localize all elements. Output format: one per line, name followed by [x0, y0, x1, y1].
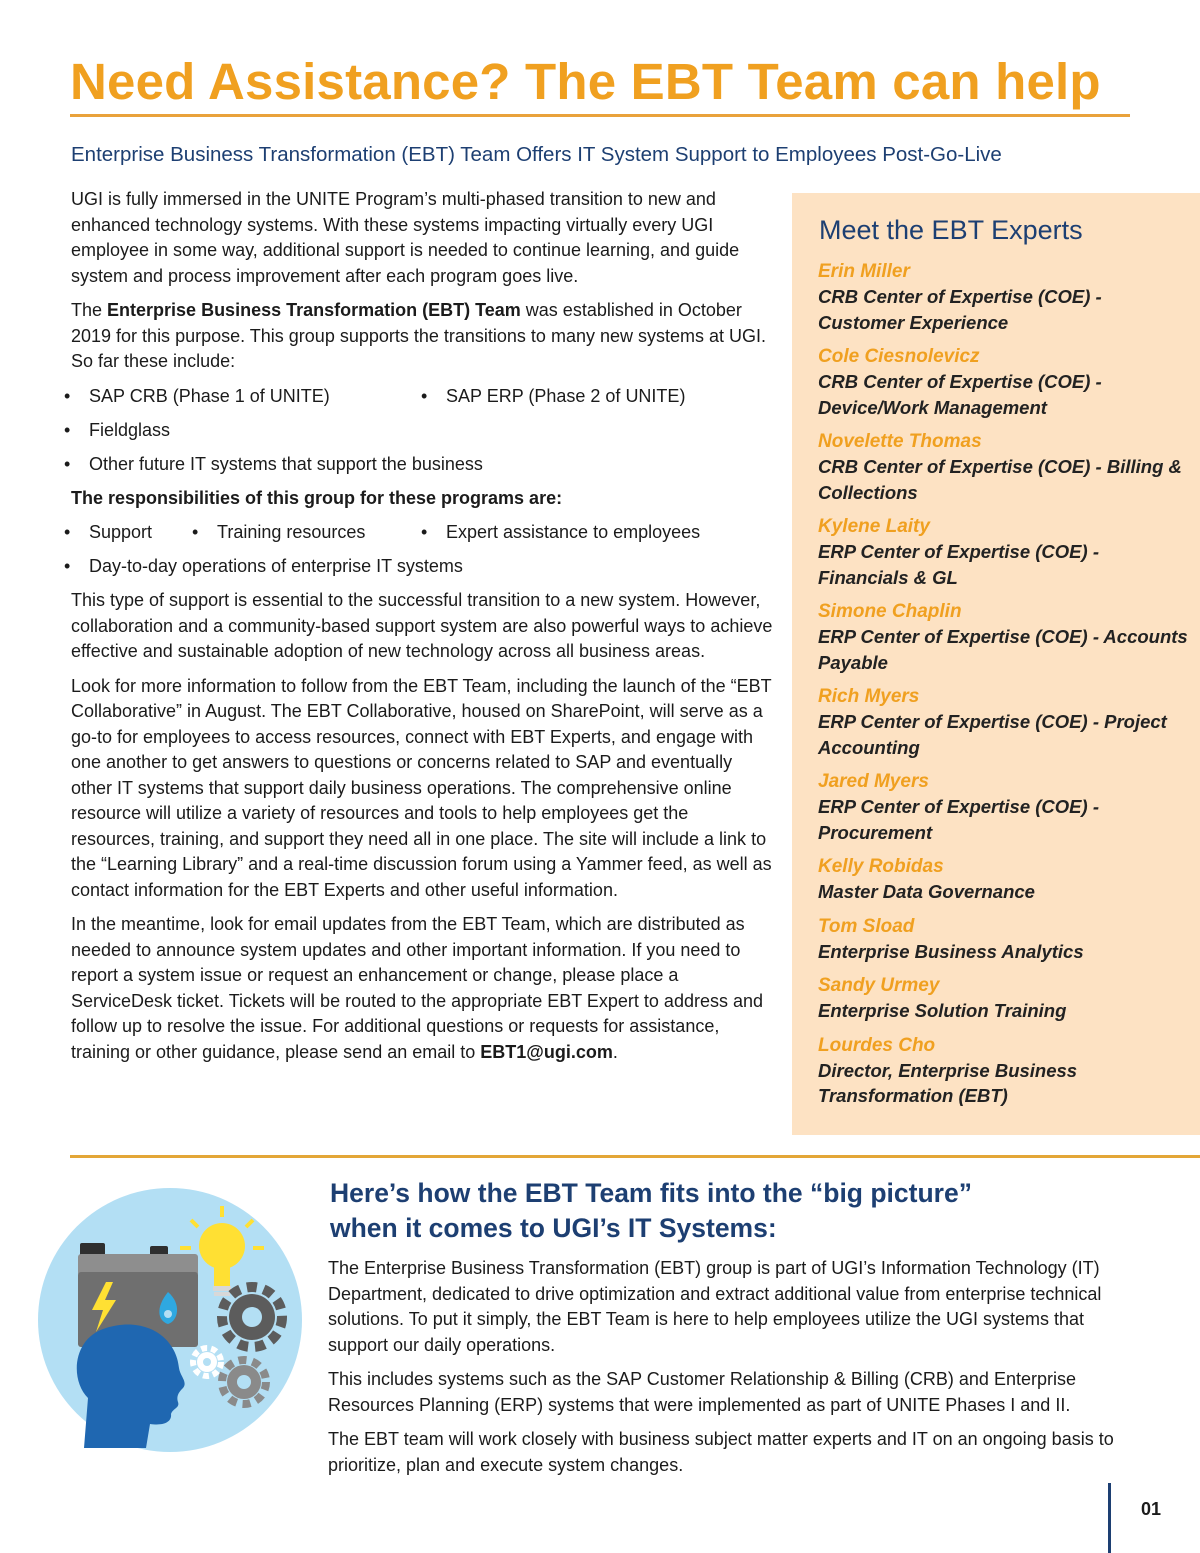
expert-role: Enterprise Business Analytics: [818, 940, 1084, 962]
list-item: • Day-to-day operations of enterprise IT systems: [89, 554, 463, 580]
expert-role: ERP Center of Expertise (COE) - Project Accounting: [818, 711, 1167, 758]
ebt-team-name: Enterprise Business Transformation (EBT) Team: [107, 300, 521, 320]
experts-sidebar: [792, 193, 1200, 1135]
list-item: • Training resources: [217, 520, 365, 546]
expert-role: CRB Center of Expertise (COE) - Billing & Collections: [818, 456, 1182, 503]
list-item: • SAP CRB (Phase 1 of UNITE): [89, 384, 330, 410]
collaborative-paragraph: Look for more information to follow from the EBT Team, including the launch of the “EBT Collaborative” in August. The EBT Collaborative, housed on SharePoint, will serve as a go-to for employees to access resources, connect with EBT Experts, and engage with one another to get answers to questions or concerns related to SAP and eventually other IT systems that support daily business operations. The comprehensive online resource will utilize a variety of resources and tools to help employees get the resources, training, and support they need all in one place. The site will include a link to the “Learning Library” and a real-time discussion forum using a Yammer feed, as well as contact information for the EBT Experts and other useful information.: [71, 675, 772, 900]
meantime-paragraph: [71, 912, 776, 1065]
big-picture-paragraph: The Enterprise Business Transformation (EBT) group is part of UGI’s Information Technology (IT) Department, dedicated to drive optimization and extract additional value from enterprise technical solutions. To put it simply, the EBT Team is here to help employees utilize the UGI systems that support our daily operations.: [328, 1258, 1102, 1355]
expert-role: ERP Center of Expertise (COE) - Accounts Payable: [818, 626, 1188, 673]
title-divider: [70, 114, 1130, 117]
expert-entry: [818, 914, 1193, 965]
big-picture-body: [328, 1256, 1138, 1487]
systems-list-row: [71, 418, 776, 443]
list-item: • Other future IT systems that support the business: [89, 452, 483, 478]
expert-name: Kelly Robidas: [818, 856, 944, 877]
main-article: [71, 187, 776, 1074]
responsibilities-list-row: [71, 554, 776, 579]
expert-entry: [818, 684, 1193, 760]
expert-entry: [818, 973, 1193, 1024]
list-item: • Fieldglass: [89, 418, 170, 444]
expert-name: Sandy Urmey: [818, 975, 940, 996]
established-text-start: The: [71, 300, 108, 320]
expert-role: Director, Enterprise Business Transformation (EBT): [818, 1059, 1078, 1106]
page-subtitle: Enterprise Business Transformation (EBT) Team Offers IT System Support to Employees Post-Go-Live: [71, 143, 1002, 166]
expert-entry: [818, 1033, 1193, 1109]
established-text-end: was established in October 2019 for this purpose. This group supports the transitions to many new systems at UGI. So far these include:: [71, 300, 767, 371]
systems-list-row: [71, 384, 776, 409]
expert-name: Jared Myers: [818, 771, 929, 792]
expert-name: Kylene Laity: [818, 516, 930, 537]
meantime-text: In the meantime, look for email updates from the EBT Team, which are distributed as needed to announce system updates and other important information. If you need to report a system issue or request an enhancement or change, please place a ServiceDesk ticket. Tickets will be routed to the appropriate EBT Expert to address and follow up to resolve the issue. For additional questions or requests for assistance, training or other guidance, please send an email to: [71, 914, 764, 1062]
email-link[interactable]: EBT1@ugi.com: [480, 1041, 613, 1062]
big-picture-heading-line1: Here’s how the EBT Team fits into the “big picture”: [330, 1178, 972, 1208]
experts-list: [818, 259, 1193, 1118]
expert-name: Cole Ciesnolevicz: [818, 346, 980, 367]
footer-divider: [1108, 1483, 1111, 1553]
responsibilities-heading: The responsibilities of this group for these programs are:: [71, 487, 563, 508]
expert-entry: [818, 514, 1193, 590]
it-systems-illustration: [36, 1186, 308, 1458]
expert-name: Novelette Thomas: [818, 431, 982, 452]
expert-name: Tom Sload: [818, 915, 915, 937]
expert-role: CRB Center of Expertise (COE) - Customer Experience: [818, 286, 1102, 333]
expert-name: Lourdes Cho: [818, 1034, 936, 1056]
big-picture-heading-line2: when it comes to UGI’s IT Systems:: [330, 1213, 777, 1243]
expert-role: CRB Center of Expertise (COE) - Device/Work Management: [818, 371, 1102, 418]
experts-heading: Meet the EBT Experts: [819, 215, 1083, 245]
expert-role: ERP Center of Expertise (COE) - Financials & GL: [818, 541, 1099, 588]
big-picture-paragraph: This includes systems such as the SAP Customer Relationship & Billing (CRB) and Enterprise Resources Planning (ERP) systems that were implemented as part of UNITE Phases I and II.: [328, 1369, 1076, 1415]
meantime-end: .: [612, 1041, 618, 1062]
responsibilities-list-row: [71, 520, 776, 545]
support-paragraph: This type of support is essential to the successful transition to a new system. However, collaboration and a community-based support system are also powerful ways to achieve effective and sustainable adoption of new technology across all business areas.: [71, 590, 773, 661]
expert-entry: [818, 769, 1193, 845]
expert-entry: [818, 344, 1193, 420]
expert-entry: [818, 429, 1193, 505]
expert-entry: [818, 599, 1193, 675]
expert-entry: [818, 854, 1193, 905]
list-item: • Expert assistance to employees: [446, 520, 700, 546]
list-item: • SAP ERP (Phase 2 of UNITE): [446, 384, 685, 410]
section-divider: [70, 1155, 1200, 1158]
expert-role: Master Data Governance: [818, 881, 1035, 902]
list-item: • Support: [89, 520, 152, 546]
expert-role: ERP Center of Expertise (COE) - Procurement: [818, 796, 1099, 843]
expert-entry: [818, 259, 1193, 335]
expert-name: Rich Myers: [818, 686, 920, 707]
intro-paragraph: UGI is fully immersed in the UNITE Program’s multi-phased transition to new and enhanced technology systems. With these systems impacting virtually every UGI employee in some way, additional support is needed to continue learning, and guide system and process improvement after each program goes live.: [71, 189, 740, 286]
big-picture-heading: [330, 1176, 972, 1246]
page-title: Need Assistance? The EBT Team can help: [70, 53, 1101, 110]
big-picture-paragraph: The EBT team will work closely with business subject matter experts and IT on an ongoing basis to prioritize, plan and execute system changes.: [328, 1429, 1114, 1475]
expert-name: Simone Chaplin: [818, 601, 962, 622]
established-paragraph: [71, 298, 776, 375]
systems-list-row: [71, 452, 776, 477]
page-number: 01: [1141, 1499, 1162, 1519]
expert-role: Enterprise Solution Training: [818, 1000, 1067, 1021]
expert-name: Erin Miller: [818, 261, 910, 282]
